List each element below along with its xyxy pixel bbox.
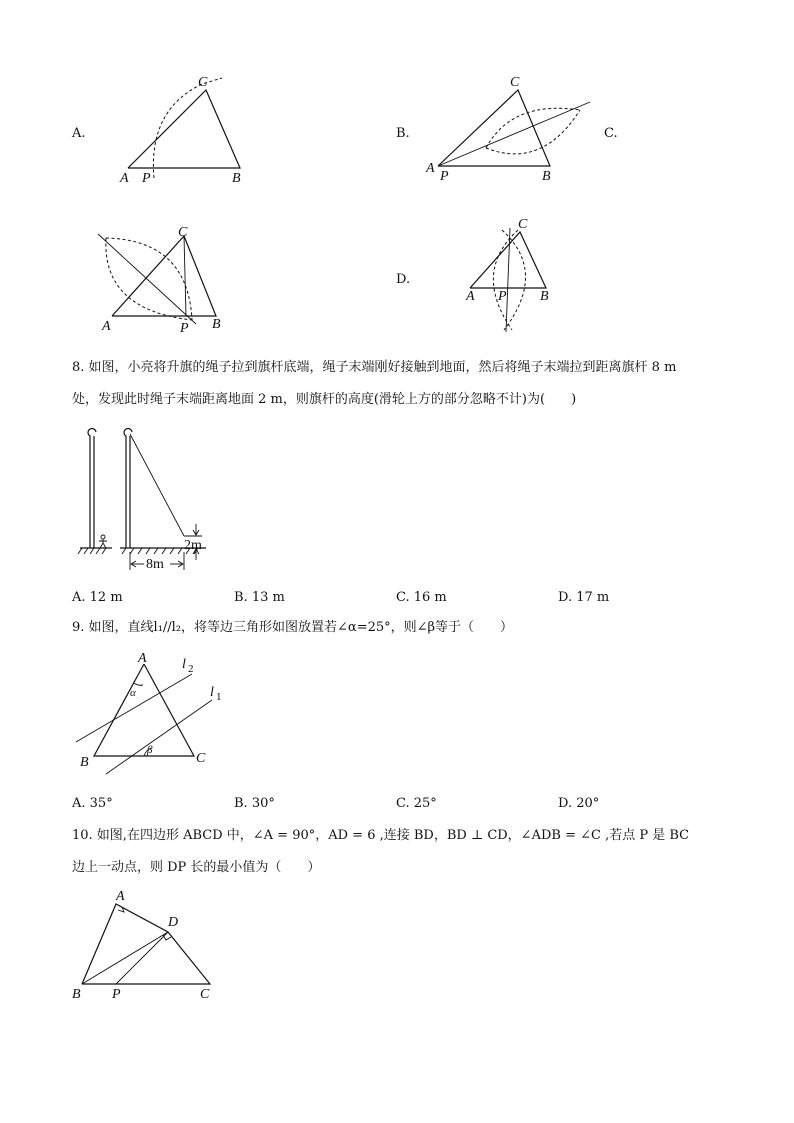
option-letter-c: C. <box>604 126 618 141</box>
label-c: C <box>200 987 210 1002</box>
option-letter-b: B. <box>396 126 410 141</box>
q7-figure-d <box>462 212 572 340</box>
label-a: A <box>116 889 125 904</box>
label-a: A <box>426 161 435 176</box>
label-a: A <box>138 651 147 666</box>
label-c: C <box>518 217 528 232</box>
label-b: B <box>72 987 81 1002</box>
option-letter-a: A. <box>72 126 86 141</box>
q10-text-line2: 边上一动点，则 DP 长的最小值为（ ） <box>72 860 321 875</box>
label-a: A <box>466 289 475 304</box>
label-b: B <box>212 317 221 332</box>
distance-label: 8m <box>146 557 164 572</box>
label-p: P <box>180 321 189 336</box>
label-b: B <box>80 755 89 770</box>
option-letter-d: D. <box>396 272 411 287</box>
label-p: P <box>112 987 121 1002</box>
q8-text-line2: 处，发现此时绳子末端距离地面 2 m，则旗杆的高度(滑轮上方的部分忽略不计)为( ) <box>72 392 577 407</box>
label-c: C <box>198 75 208 90</box>
q9-option-d: D. 20° <box>558 796 600 811</box>
label-c: C <box>510 75 520 90</box>
label-a: A <box>102 319 111 334</box>
label-c: C <box>196 751 206 766</box>
label-l2: l <box>182 657 186 672</box>
q9-option-b: B. 30° <box>234 796 275 811</box>
q10-text-line1: 10. 如图,在四边形 ABCD 中，∠A = 90°，AD = 6 ,连接 BD，BD ⊥ CD，∠ADB = ∠C ,若点 P 是 BC <box>72 828 690 843</box>
q9-text: 9. 如图，直线l₁//l₂，将等边三角形如图放置若∠α=25°，则∠β等于（ ） <box>72 620 514 635</box>
label-l1-sub: 1 <box>216 691 222 703</box>
label-beta: β <box>147 744 153 756</box>
q8-text-line1: 8. 如图，小亮将升旗的绳子拉到旗杆底端，绳子末端刚好接触到地面，然后将绳子末端拉到距离旗杆 8 m <box>72 360 677 375</box>
q8-figure <box>76 424 216 572</box>
label-p: P <box>142 171 151 186</box>
q8-option-a: A. 12 m <box>72 590 123 605</box>
label-b: B <box>232 171 241 186</box>
q8-option-d: D. 17 m <box>558 590 610 605</box>
q9-option-c: C. 25° <box>396 796 437 811</box>
label-l2-sub: 2 <box>188 663 194 675</box>
label-a: A <box>120 171 129 186</box>
q7-figure-b <box>422 70 602 190</box>
q9-figure <box>72 650 232 776</box>
q7-figure-a <box>110 70 260 190</box>
q9-option-a: A. 35° <box>72 796 113 811</box>
q10-figure <box>70 888 230 1006</box>
label-b: B <box>540 289 549 304</box>
label-p: P <box>440 169 449 184</box>
label-b: B <box>542 169 551 184</box>
label-l1: l <box>210 685 214 700</box>
height-label: 2m <box>184 538 202 553</box>
q7-figure-c <box>92 220 242 338</box>
q8-option-b: B. 13 m <box>234 590 285 605</box>
label-alpha: α <box>130 687 136 699</box>
q8-option-c: C. 16 m <box>396 590 447 605</box>
label-c: C <box>178 225 188 240</box>
label-p: P <box>498 289 507 304</box>
label-d: D <box>168 915 179 930</box>
